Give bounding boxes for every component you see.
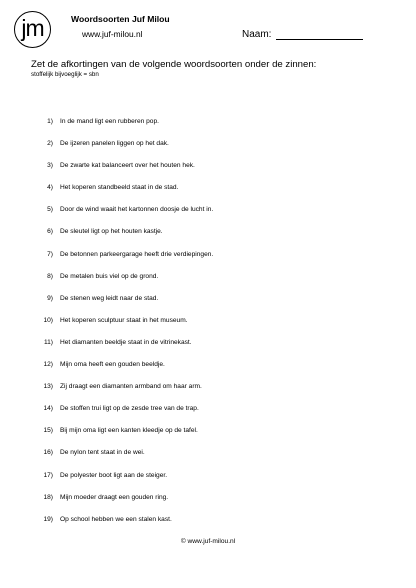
sentence-text: De stoffen trui ligt op de zesde tree van de trap.	[60, 405, 199, 413]
name-input-line[interactable]	[276, 39, 363, 40]
logo-text: jm	[21, 14, 44, 41]
sentence-text: In de mand ligt een rubberen pop.	[60, 118, 159, 125]
sentence-text: Mijn oma heeft een gouden beeldje.	[60, 361, 165, 369]
name-label: Naam:	[242, 29, 272, 40]
sentence-number: 10)	[43, 316, 53, 324]
sentence-text: Zij draagt een diamanten armband om haar arm.	[60, 383, 202, 391]
sentence-number: 14)	[43, 405, 53, 413]
sentence-number: 3)	[47, 162, 53, 170]
sentence-number: 5)	[47, 206, 53, 214]
sentence-item	[33, 449, 213, 471]
sentence-item	[33, 516, 213, 538]
sentence-text: De zwarte kat balanceert over het houten hek.	[60, 162, 195, 170]
sentence-text: De polyester boot ligt aan de steiger.	[60, 471, 168, 479]
sentence-text: De stenen weg leidt naar de stad.	[60, 294, 159, 302]
sentence-number: 1)	[47, 118, 53, 125]
sentence-item	[33, 427, 213, 449]
sentence-number: 12)	[43, 361, 53, 369]
abbreviation-legend: stoffelijk bijvoeglijk = sbn	[31, 71, 99, 78]
sentence-text: De ijzeren panelen liggen op het dak.	[60, 140, 169, 148]
sentence-item	[33, 295, 213, 317]
sentence-item	[33, 494, 213, 516]
sentence-item	[33, 339, 213, 361]
sentence-number: 8)	[47, 272, 53, 280]
sentence-item	[33, 383, 213, 405]
sentence-text: De nylon tent staat in de wei.	[60, 449, 145, 457]
sentence-text: De metalen buis viel op de grond.	[60, 272, 159, 280]
sentence-text: Mijn moeder draagt een gouden ring.	[60, 493, 169, 501]
sentence-number: 11)	[43, 338, 53, 346]
instruction-text: Zet de afkortingen van de volgende woordsoorten onder de zinnen:	[31, 59, 317, 70]
sentence-text: De betonnen parkeergarage heeft drie verdiepingen.	[60, 250, 214, 258]
sentence-number: 16)	[43, 449, 53, 457]
sentence-number: 4)	[47, 184, 53, 192]
sentence-item	[33, 162, 213, 184]
sentence-number: 6)	[47, 228, 53, 236]
sentence-number: 18)	[43, 493, 53, 501]
sentence-number: 17)	[43, 471, 53, 479]
sentence-list	[33, 118, 213, 538]
sentence-text: Het koperen sculptuur staat in het museum.	[60, 316, 188, 324]
sentence-number: 2)	[47, 140, 53, 148]
sentence-text: De sleutel ligt op het houten kastje.	[60, 228, 163, 236]
sentence-text: Op school hebben we een stalen kast.	[60, 515, 172, 523]
sentence-number: 13)	[43, 383, 53, 391]
sentence-item	[33, 405, 213, 427]
sentence-item	[33, 273, 213, 295]
sentence-item	[33, 118, 213, 140]
sentence-number: 9)	[47, 294, 53, 302]
sentence-number: 19)	[43, 515, 53, 523]
sentence-item	[33, 140, 213, 162]
juf-milou-logo	[14, 11, 51, 48]
sentence-text: Het diamanten beeldje staat in de vitrinekast.	[60, 338, 192, 346]
sentence-item	[33, 206, 213, 228]
footer-copyright: © www.juf-milou.nl	[180, 538, 236, 545]
sentence-item	[33, 361, 213, 383]
brand-url: www.juf-milou.nl	[82, 29, 143, 39]
sentence-item	[33, 251, 213, 273]
sentence-text: Het koperen standbeeld staat in de stad.	[60, 184, 179, 192]
sentence-item	[33, 228, 213, 250]
sentence-item	[33, 317, 213, 339]
sentence-number: 15)	[43, 427, 53, 435]
sentence-item	[33, 184, 213, 206]
sentence-text: Bij mijn oma ligt een kanten kleedje op de tafel.	[60, 427, 198, 435]
sentence-text: Door de wind waait het kartonnen doosje de lucht in.	[60, 206, 214, 214]
sentence-item	[33, 472, 213, 494]
sentence-number: 7)	[47, 250, 53, 258]
brand-title: Woordsoorten Juf Milou	[71, 14, 170, 24]
